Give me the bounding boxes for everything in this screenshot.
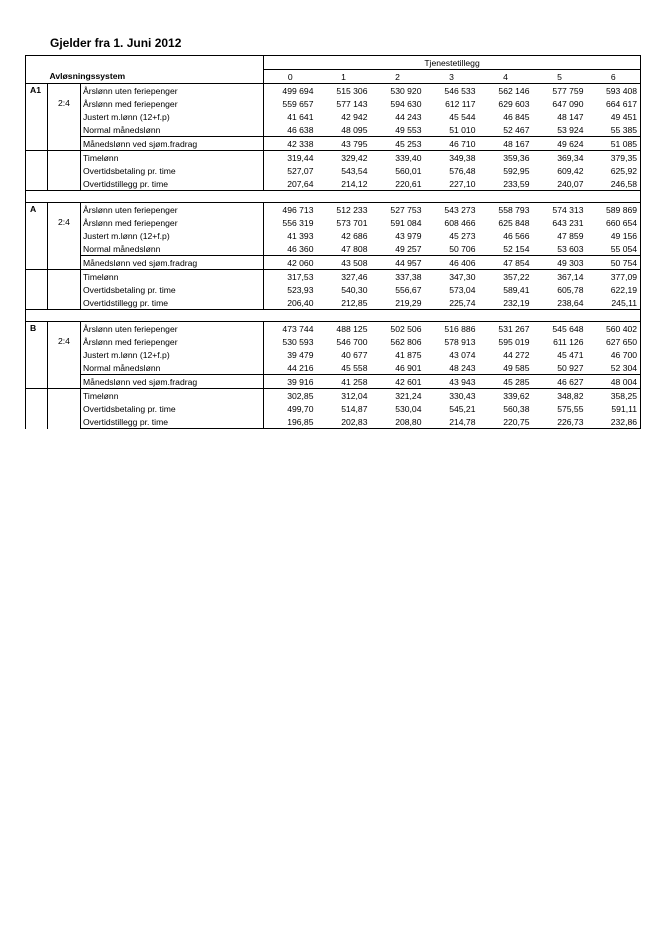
cell-value: 546 533 [444,85,476,96]
cell-value: 42 942 [341,111,368,122]
cell-value: 589 869 [587,203,641,217]
table-row [26,348,641,361]
cell-value: 643 231 [552,217,584,228]
cell-value: 577 759 [552,85,584,96]
cell-value: 556,67 [395,284,422,295]
row-label: Justert m.lønn (12+f.p) [81,110,264,123]
table-row [26,97,641,110]
cell-value: 45 471 [557,349,584,360]
cell-value: 573,04 [449,284,476,295]
header-row-columns [26,70,641,84]
cell-value: 530,04 [395,403,422,414]
table-row [26,415,641,429]
group-code: A1 [26,84,48,151]
cell-value: 46 406 [425,256,479,270]
table-row [26,123,641,137]
cell-value: 502 506 [390,323,422,334]
section-separator [26,191,641,203]
cell-value: 312,04 [341,390,368,401]
column-header: 1 [317,70,371,84]
row-label: Årslønn uten feriepenger [81,322,264,336]
cell-value: 46 360 [287,243,314,254]
cell-value: 562 146 [498,85,530,96]
cell-value: 43 943 [425,375,479,389]
row-label: Normal månedslønn [81,361,264,375]
column-header: 0 [264,70,317,84]
cell-value: 327,46 [341,271,368,282]
cell-value: 45 253 [371,137,425,151]
cell-value: 545 648 [552,323,584,334]
table-row [26,203,641,217]
cell-value: 212,85 [341,297,368,308]
row-label: Månedslønn ved sjøm.fradrag [81,137,264,151]
group-code: A [26,203,48,270]
row-label: Månedslønn ved sjøm.fradrag [81,256,264,270]
cell-value: 330,43 [449,390,476,401]
cell-value: 625,92 [587,164,641,177]
table-row [26,164,641,177]
cell-value: 45 273 [449,230,476,241]
cell-value: 40 677 [341,349,368,360]
row-label: Overtidsbetaling pr. time [81,283,264,296]
cell-value: 574 313 [552,204,584,215]
cell-value: 202,83 [317,415,371,429]
table-row [26,242,641,256]
cell-value: 196,85 [264,415,317,429]
table-row [26,322,641,336]
cell-value: 47 859 [557,230,584,241]
table-row [26,216,641,229]
cell-value: 245,11 [587,296,641,310]
row-label: Normal månedslønn [81,123,264,137]
cell-value: 49 451 [587,110,641,123]
cell-value: 52 154 [503,243,530,254]
cell-value: 51 085 [587,137,641,151]
row-label: Timelønn [81,389,264,403]
cell-value: 317,53 [287,271,314,282]
column-header: 3 [425,70,479,84]
cell-value: 226,73 [533,415,587,429]
cell-value: 575,55 [557,403,584,414]
cell-value: 49 553 [395,124,422,135]
cell-value: 43 074 [449,349,476,360]
tjenestetillegg-header: Tjenestetillegg [264,56,641,70]
cell-value: 44 272 [503,349,530,360]
row-label: Årslønn med feriepenger [81,335,264,348]
cell-value: 50 754 [587,256,641,270]
cell-value: 246,58 [587,177,641,191]
cell-value: 52 467 [503,124,530,135]
cell-value: 664 617 [587,97,641,110]
cell-value: 629 603 [498,98,530,109]
row-label: Månedslønn ved sjøm.fradrag [81,375,264,389]
cell-value: 558 793 [498,204,530,215]
column-header: 2 [371,70,425,84]
cell-value: 46 700 [587,348,641,361]
table-row [26,375,641,389]
cell-value: 214,12 [341,178,368,189]
cell-value: 339,40 [395,152,422,163]
cell-value: 47 808 [341,243,368,254]
cell-value: 625 848 [498,217,530,228]
cell-value: 530 593 [282,336,314,347]
cell-value: 49 585 [503,362,530,373]
cell-value: 44 216 [287,362,314,373]
cell-value: 42 338 [264,137,317,151]
rotation-code: 2:4 [48,322,81,389]
cell-value: 52 304 [587,361,641,375]
cell-value: 48 004 [587,375,641,389]
row-label: Overtidsbetaling pr. time [81,164,264,177]
cell-value: 627 650 [587,335,641,348]
cell-value: 543 273 [444,204,476,215]
row-label: Årslønn uten feriepenger [81,203,264,217]
cell-value: 220,61 [395,178,422,189]
cell-value: 523,93 [287,284,314,295]
cell-value: 49 624 [533,137,587,151]
cell-value: 39 479 [287,349,314,360]
rotation-code: 2:4 [48,84,81,151]
salary-table-body [26,56,641,429]
cell-value: 496 713 [282,204,314,215]
system-label: Avløsningssystem [48,70,264,84]
table-row [26,229,641,242]
cell-value: 42 060 [264,256,317,270]
table-row [26,137,641,151]
cell-value: 227,10 [449,178,476,189]
cell-value: 488 125 [336,323,368,334]
row-label: Justert m.lønn (12+f.p) [81,348,264,361]
cell-value: 576,48 [449,165,476,176]
cell-value: 50 927 [557,362,584,373]
cell-value: 592,95 [503,165,530,176]
cell-value: 512 233 [336,204,368,215]
cell-value: 608 466 [444,217,476,228]
cell-value: 609,42 [557,165,584,176]
cell-value: 214,78 [425,415,479,429]
table-row [26,84,641,98]
row-label: Årslønn med feriepenger [81,97,264,110]
table-row [26,361,641,375]
column-header: 4 [479,70,533,84]
cell-value: 359,36 [503,152,530,163]
row-label: Overtidsbetaling pr. time [81,402,264,415]
cell-value: 337,38 [395,271,422,282]
section-separator [26,310,641,322]
table-row [26,389,641,403]
cell-value: 591,11 [587,402,641,415]
cell-value: 516 886 [444,323,476,334]
row-label: Årslønn uten feriepenger [81,84,264,98]
cell-value: 233,59 [503,178,530,189]
cell-value: 46 638 [287,124,314,135]
cell-value: 43 979 [395,230,422,241]
row-label: Justert m.lønn (12+f.p) [81,229,264,242]
cell-value: 357,22 [503,271,530,282]
header-row-group [26,56,641,70]
cell-value: 377,09 [587,270,641,284]
cell-value: 319,44 [287,152,314,163]
cell-value: 369,34 [557,152,584,163]
table-row [26,283,641,296]
table-row [26,177,641,191]
cell-value: 573 701 [336,217,368,228]
cell-value: 546 700 [336,336,368,347]
row-label: Timelønn [81,270,264,284]
cell-value: 43 508 [317,256,371,270]
cell-value: 594 630 [390,98,422,109]
cell-value: 232,86 [587,415,641,429]
cell-value: 611 126 [553,336,584,347]
cell-value: 530 920 [390,85,422,96]
column-header: 6 [587,70,641,84]
cell-value: 347,30 [449,271,476,282]
cell-value: 531 267 [498,323,530,334]
cell-value: 48 147 [557,111,584,122]
cell-value: 358,25 [587,389,641,403]
cell-value: 208,80 [371,415,425,429]
cell-value: 44 957 [371,256,425,270]
cell-value: 41 641 [287,111,314,122]
cell-value: 622,19 [587,283,641,296]
table-row [26,296,641,310]
cell-value: 660 654 [587,216,641,229]
cell-value: 329,42 [341,152,368,163]
cell-value: 41 875 [395,349,422,360]
cell-value: 593 408 [587,84,641,98]
cell-value: 207,64 [287,178,314,189]
cell-value: 49 303 [533,256,587,270]
row-label: Normal månedslønn [81,242,264,256]
cell-value: 595 019 [498,336,530,347]
cell-value: 647 090 [552,98,584,109]
cell-value: 578 913 [444,336,476,347]
cell-value: 53 603 [557,243,584,254]
cell-value: 240,07 [557,178,584,189]
cell-value: 527,07 [287,165,314,176]
cell-value: 605,78 [557,284,584,295]
salary-table [25,55,641,429]
cell-value: 560,38 [503,403,530,414]
cell-value: 219,29 [395,297,422,308]
cell-value: 49 257 [395,243,422,254]
cell-value: 43 795 [317,137,371,151]
cell-value: 562 806 [390,336,422,347]
table-row [26,151,641,165]
cell-value: 45 544 [449,111,476,122]
cell-value: 232,19 [503,297,530,308]
cell-value: 349,38 [449,152,476,163]
cell-value: 499 694 [282,85,314,96]
cell-value: 367,14 [557,271,584,282]
row-label: Årslønn med feriepenger [81,216,264,229]
cell-value: 42 601 [371,375,425,389]
cell-value: 45 558 [341,362,368,373]
cell-value: 47 854 [479,256,533,270]
cell-value: 545,21 [449,403,476,414]
table-row [26,335,641,348]
cell-value: 612 117 [445,98,476,109]
cell-value: 540,30 [341,284,368,295]
page-title: Gjelder fra 1. Juni 2012 [50,36,182,50]
cell-value: 225,74 [449,297,476,308]
cell-value: 42 686 [341,230,368,241]
cell-value: 55 385 [587,123,641,137]
cell-value: 53 924 [557,124,584,135]
rotation-code: 2:4 [48,203,81,270]
cell-value: 46 627 [533,375,587,389]
cell-value: 48 243 [449,362,476,373]
table-row [26,270,641,284]
cell-value: 46 845 [503,111,530,122]
cell-value: 41 393 [287,230,314,241]
cell-value: 321,24 [395,390,422,401]
cell-value: 45 285 [479,375,533,389]
cell-value: 556 319 [282,217,314,228]
cell-value: 51 010 [449,124,476,135]
cell-value: 220,75 [479,415,533,429]
cell-value: 589,41 [503,284,530,295]
cell-value: 238,64 [557,297,584,308]
cell-value: 527 753 [390,204,422,215]
table-row [26,402,641,415]
cell-value: 514,87 [341,403,368,414]
cell-value: 591 084 [390,217,422,228]
table-row [26,110,641,123]
table-row [26,256,641,270]
cell-value: 499,70 [287,403,314,414]
cell-value: 39 916 [264,375,317,389]
cell-value: 49 156 [587,229,641,242]
group-code: B [26,322,48,389]
row-label: Overtidstillegg pr. time [81,415,264,429]
cell-value: 348,82 [557,390,584,401]
cell-value: 577 143 [336,98,368,109]
cell-value: 543,54 [341,165,368,176]
row-label: Overtidstillegg pr. time [81,177,264,191]
cell-value: 46 566 [503,230,530,241]
cell-value: 339,62 [503,390,530,401]
cell-value: 560,01 [395,165,422,176]
column-header: 5 [533,70,587,84]
cell-value: 48 167 [479,137,533,151]
cell-value: 379,35 [587,151,641,165]
cell-value: 473 744 [282,323,314,334]
cell-value: 46 710 [425,137,479,151]
cell-value: 41 258 [317,375,371,389]
cell-value: 560 402 [587,322,641,336]
row-label: Overtidstillegg pr. time [81,296,264,310]
cell-value: 44 243 [395,111,422,122]
cell-value: 302,85 [287,390,314,401]
cell-value: 46 901 [395,362,422,373]
cell-value: 515 306 [336,85,368,96]
cell-value: 559 657 [282,98,314,109]
cell-value: 206,40 [287,297,314,308]
row-label: Timelønn [81,151,264,165]
cell-value: 48 095 [341,124,368,135]
cell-value: 55 054 [587,242,641,256]
cell-value: 50 706 [449,243,476,254]
